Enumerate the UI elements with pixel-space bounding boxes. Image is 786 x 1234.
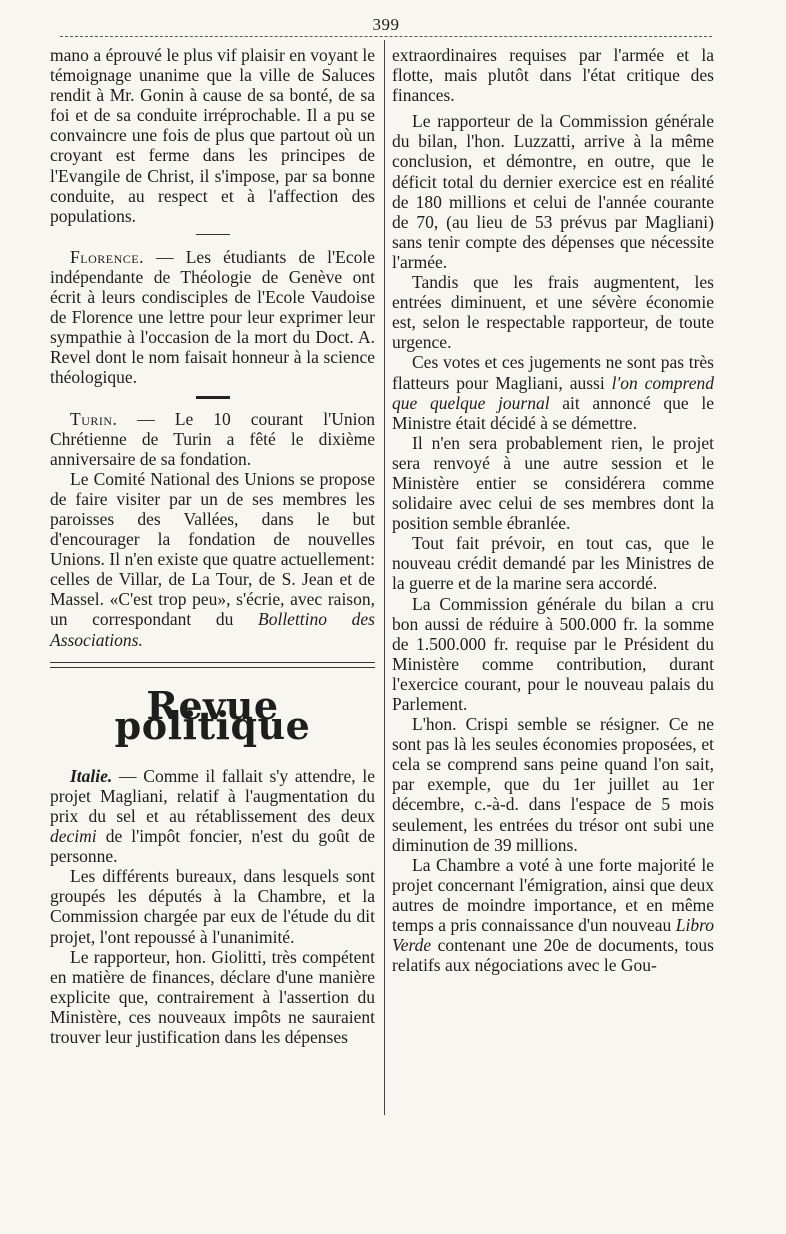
turin-paragraph (50, 409, 375, 469)
unions-text: Le Comité National des Unions se propose de faire visiter par un de ses membres les paroisses des Vallées, dans le but d'encourager la fondation de nouvelles Unions. Il n'en existe que quatre actuellement: celles de Villar, de La Tour, de S. Jean et de Massel. «C'est trop peu», s'écrie, avec raison, un correspondant du (50, 468, 375, 630)
italie-italic: decimi (50, 826, 97, 847)
right-paragraph-3: Tandis que les frais augmentent, les entrées diminuent, et une sévère économie est, selon le respectable rapporteur, de toute urgence. (392, 272, 714, 353)
italie-text-a: — Comme il fallait s'y attendre, le projet Magliani, relatif à l'augmentation du prix du sel et au rétablissement des deux (50, 765, 375, 826)
section-separator (50, 662, 375, 668)
right-paragraph-6: Tout fait prévoir, en tout cas, que le nouveau crédit demandé par les Ministres de la guerre et de la marine sera accordé. (392, 533, 714, 594)
unions-italic: Bollettino des Associations. (50, 609, 375, 650)
left-column (50, 45, 375, 1047)
right-paragraph-9-italic: Libro Verde (392, 915, 714, 956)
page-header (60, 14, 712, 37)
right-paragraph-4-text-a: Ces votes et ces jugements ne sont pas très flatteurs pour Magliani, aussi (392, 352, 714, 393)
right-paragraph-7: La Commission générale du bilan a cru bon aussi de réduire à 500.000 fr. la somme de 1.500.000 fr. requise par le Président du Ministère comme contribution, durant l'exercice courant, pour le nouveau palais du Parlement. (392, 593, 714, 714)
right-paragraph-4 (392, 352, 714, 432)
florence-city: Florence. (70, 246, 144, 267)
intro-paragraph: mano a éprouvé le plus vif plaisir en voyant le témoignage unanime que la ville de Saluces rendit à Mr. Gonin à cause de sa bonté, de sa foi et de sa conduite irréprochable. Il a pu se convaincre une fois de plus que partout où un croyant est ferme dans les principes de l'Evangile de Christ, il s'impose, par sa bonne conduite, au respect et à l'affection des populations. (50, 45, 375, 226)
florence-paragraph (50, 247, 375, 388)
right-paragraph-4-text-b: ait annoncé que le Ministre était décidé à se démettre. (392, 392, 714, 433)
right-column (392, 45, 714, 975)
bureaux-paragraph: Les différents bureaux, dans lesquels sont groupés les députés à la Chambre, et la Commission chargée par eux de l'étude du dit projet, l'ont repoussé à l'unanimité. (50, 866, 375, 947)
right-paragraph-8: L'hon. Crispi semble se résigner. Ce ne sont pas là les seules économies proposées, et cela se comprend sans peine quand l'on sait, par exemple, que du 1er juillet au 1er décembre, c.-à-d. dans l'espace de 5 mois seulement, les entrées du trésor ont subi une diminution de 39 millions. (392, 714, 714, 855)
separator (196, 234, 230, 235)
turin-city: Turin. (70, 408, 118, 429)
rapporteur-paragraph: Le rapporteur, hon. Giolitti, très compétent en matière de finances, déclare d'une manière explicite que, contrairement à l'assertion du Ministère, ces nouveaux impôts ne sauraient trouver leur justification dans les dépenses (50, 946, 375, 1048)
turin-text: — Le 10 courant l'Union Chrétienne de Turin a fêté le dixième anniversaire de sa fondation. (50, 408, 375, 469)
florence-text: — Les étudiants de l'Ecole indépendante de Théologie de Genève ont écrit à leurs condisciples de l'Ecole Vaudoise de Florence une lettre pour leur exprimer leur sympathie à l'occasion de la mort du Doct. A. Revel dont le nom faisait honneur à la science théologique. (50, 246, 375, 388)
italie-text-b: de l'impôt foncier, n'est du goût de personne. (50, 826, 375, 867)
right-paragraph-9 (392, 855, 714, 976)
right-paragraph-9-text-b: contenant une 20e de documents, tous relatifs aux négociations avec le Gou- (392, 935, 714, 976)
page-number: 399 (367, 15, 406, 35)
right-paragraph-2: Le rapporteur de la Commission générale du bilan, l'hon. Luzzatti, arrive à la même conclusion, et démontre, en outre, que le déficit total du dernier exercice est en réalité de 180 millions et celui de l'année courante de 70, (au lieu de 53 prévus par Magliani) sans tenir compte des dépenses que nécessite l'armée. (392, 111, 714, 272)
right-paragraph-1: extraordinaires requises par l'armée et la flotte, mais plutôt dans l'état critique des finances. (392, 45, 714, 106)
section-title: Revue politique (114, 682, 311, 748)
italie-label: Italie. (70, 765, 113, 786)
right-paragraph-5: Il n'en sera probablement rien, le projet sera renvoyé à une autre session et le Ministère entier se considérera comme solidaire avec celui de ses membres dont la position semble ébranlée. (392, 432, 714, 534)
unions-paragraph (50, 469, 375, 650)
right-paragraph-9-text-a: La Chambre a voté à une forte majorité le projet concernant l'émigration, ainsi que deux autres de moindre importance, et en même temps a pris connaissance d'un nouveau (392, 854, 714, 936)
separator-bold (196, 396, 230, 399)
column-divider (384, 40, 385, 1115)
right-paragraph-4-italic: l'on comprend que quelque journal (392, 372, 714, 413)
italie-paragraph (50, 766, 375, 866)
